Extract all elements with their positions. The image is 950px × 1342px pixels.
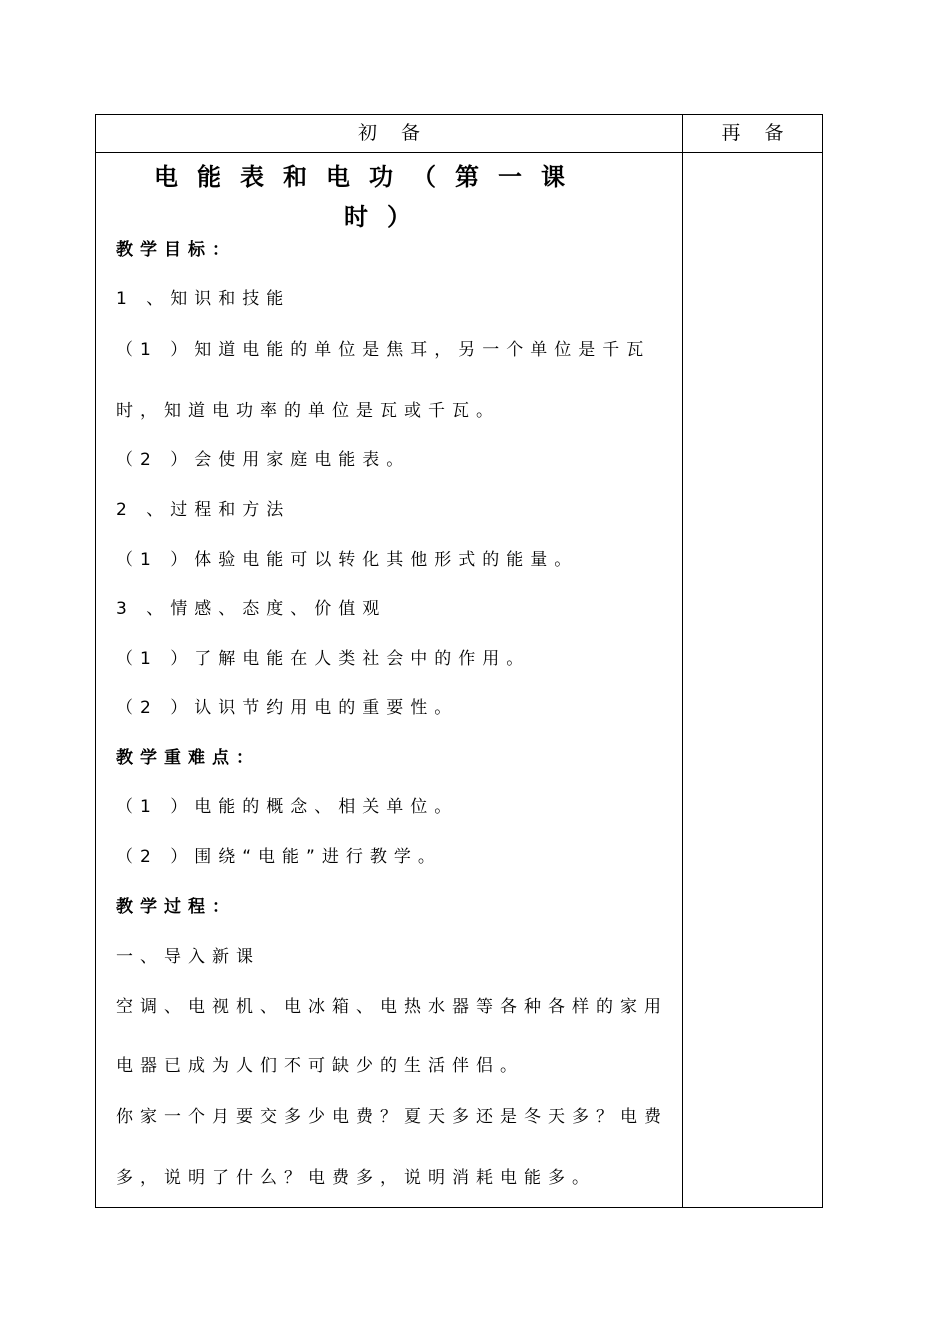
column-divider [682, 115, 683, 1207]
text-line: （1 ）电能的概念、相关单位。 [116, 797, 459, 817]
section-heading-process: 教学过程： [116, 897, 236, 917]
text-line: 一、导入新课 [116, 947, 260, 967]
header-initial-prep: 初备 [357, 122, 444, 144]
section-heading-objectives: 教学目标： [116, 240, 236, 260]
text-line: （1 ）知道电能的单位是焦耳，另一个单位是千瓦 [116, 340, 651, 360]
text-line: 电器已成为人们不可缺少的生活伴侣。 [116, 1056, 524, 1076]
text-line: （2 ）围绕“电能”进行教学。 [116, 847, 442, 867]
text-line: 时，知道电功率的单位是瓦或千瓦。 [116, 401, 500, 421]
text-line: 1 、知识和技能 [116, 289, 291, 309]
text-line: （1 ）了解电能在人类社会中的作用。 [116, 649, 531, 669]
header-divider [96, 152, 822, 153]
text-line: 3 、情感、态度、价值观 [116, 599, 387, 619]
text-line: 空调、电视机、电冰箱、电热水器等各种各样的家用 [116, 997, 668, 1017]
section-heading-key-points: 教学重难点： [116, 748, 260, 768]
text-line: （2 ）认识节约用电的重要性。 [116, 698, 459, 718]
text-line: （2 ）会使用家庭电能表。 [116, 450, 411, 470]
text-line: 多，说明了什么？电费多，说明消耗电能多。 [116, 1168, 596, 1188]
text-line: 你家一个月要交多少电费？夏天多还是冬天多？电费 [116, 1107, 668, 1127]
header-revised-prep: 再备 [721, 122, 808, 144]
lesson-title-line-2: 时） [344, 203, 430, 231]
text-line: 2 、过程和方法 [116, 500, 291, 520]
lesson-plan-table [95, 114, 823, 1208]
text-line: （1 ）体验电能可以转化其他形式的能量。 [116, 550, 579, 570]
lesson-title-line-1: 电能表和电功（第一课 [154, 163, 584, 191]
